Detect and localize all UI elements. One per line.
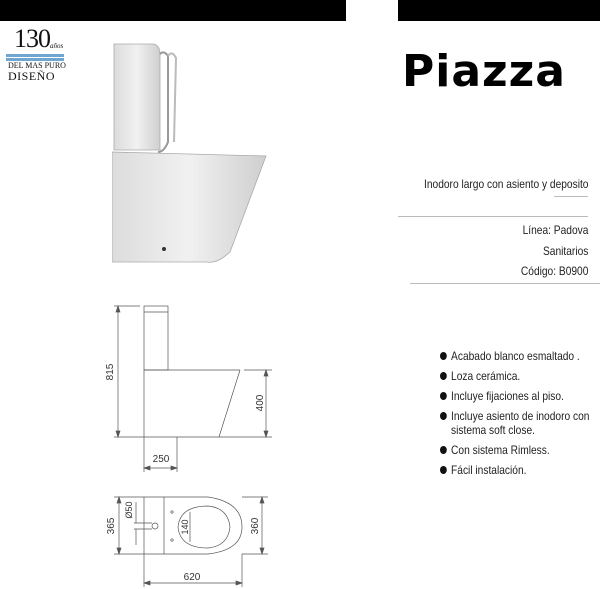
product-linea: Línea: Padova — [522, 223, 588, 237]
top-bar-right — [398, 0, 600, 21]
logo-tagline: DEL MAS PURO — [8, 61, 66, 70]
dim-fixing-spacing: 140 — [180, 519, 190, 535]
logo-diseno: DISEÑO — [8, 69, 55, 83]
top-bar-left — [0, 0, 346, 21]
top-view-drawing — [100, 490, 280, 589]
product-title: Piazza — [402, 46, 566, 97]
feature-item: Con sistema Rimless. — [440, 443, 585, 457]
feature-item: Loza cerámica. — [440, 369, 585, 383]
brand-logo — [6, 26, 68, 82]
dim-width-total: 365 — [106, 517, 117, 535]
dim-height-total: 815 — [105, 363, 116, 381]
dim-length: 620 — [183, 572, 201, 583]
dim-height-bowl: 400 — [255, 394, 266, 412]
bullet-icon — [440, 466, 447, 474]
feature-item: Acabado blanco esmaltado . — [440, 349, 585, 363]
bullet-icon — [440, 392, 447, 400]
product-description: Inodoro largo con asiento y deposito — [423, 177, 588, 191]
divider — [398, 216, 588, 217]
divider — [554, 196, 588, 197]
feature-item: Incluye fijaciones al piso. — [440, 389, 585, 403]
feature-item: Incluye asiento de inodoro con sistema soft close. — [440, 409, 585, 437]
logo-number: 130 — [14, 24, 50, 53]
feature-list — [440, 349, 600, 483]
logo-stripe — [6, 54, 64, 57]
product-category: Sanitarios — [542, 244, 588, 258]
bullet-icon — [440, 412, 447, 420]
feature-item: Fácil instalación. — [440, 463, 585, 477]
dim-depth-tank: 250 — [152, 454, 170, 465]
dim-width-bowl: 360 — [250, 517, 261, 535]
product-code: Código: B0900 — [520, 264, 588, 278]
side-view-drawing — [100, 290, 280, 480]
bullet-icon — [440, 352, 447, 360]
bullet-icon — [440, 446, 447, 454]
dim-pipe-diameter: Ø50 — [124, 501, 134, 519]
bullet-icon — [440, 372, 447, 380]
logo-anos: años — [50, 42, 64, 50]
divider — [410, 283, 600, 284]
product-photo — [112, 42, 268, 264]
